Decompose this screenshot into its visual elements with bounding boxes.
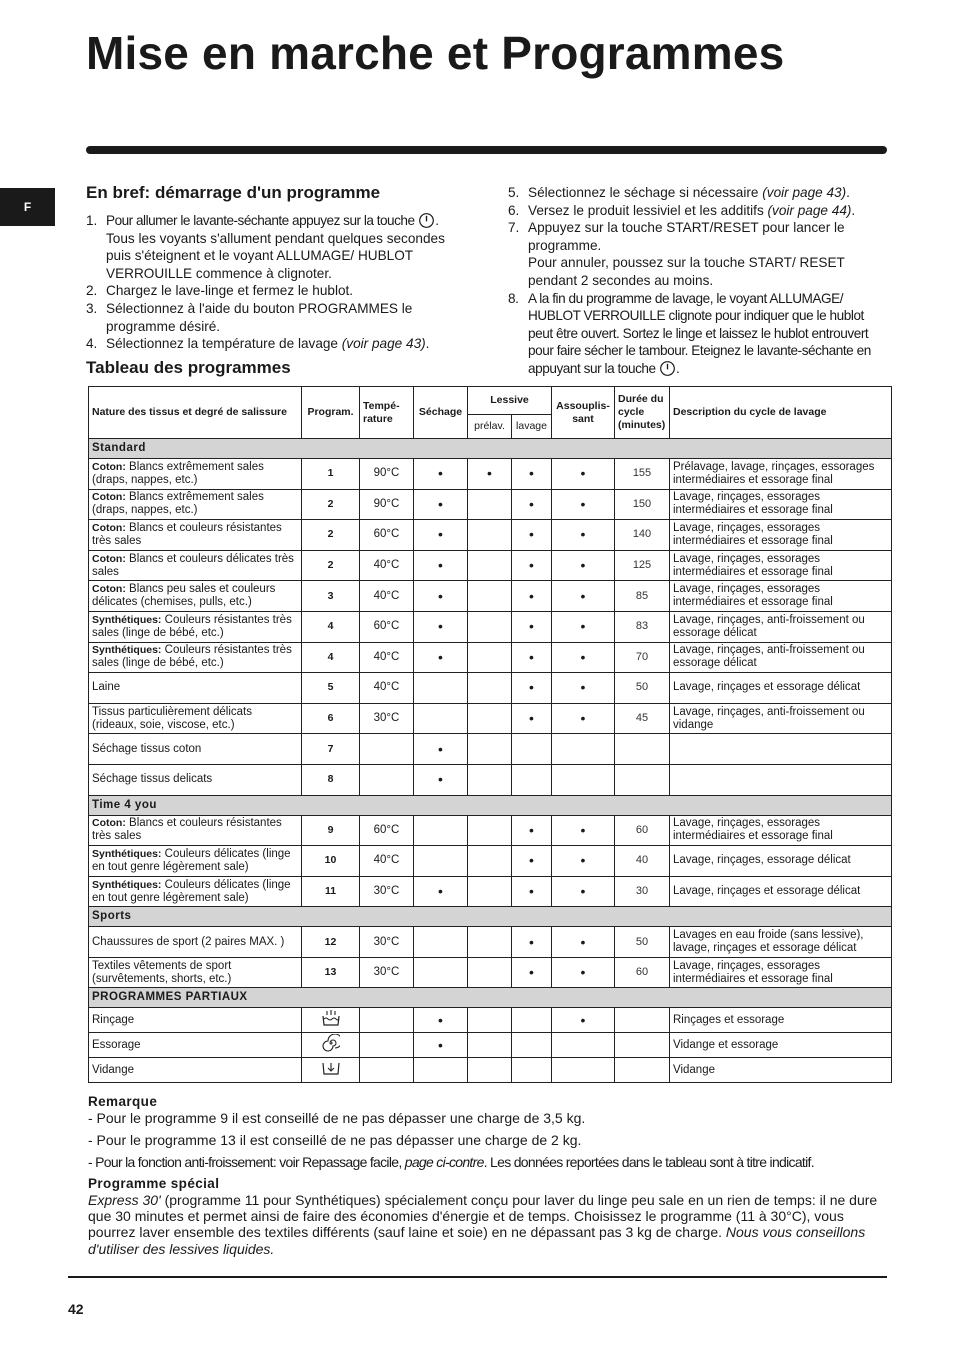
wash-cell xyxy=(512,1058,552,1083)
table-row xyxy=(89,703,892,734)
duration-cell: 45 xyxy=(615,703,670,734)
softener-cell xyxy=(552,764,615,795)
wash-cell: • xyxy=(512,459,552,490)
header-drying: Séchage xyxy=(414,387,468,439)
prewash-cell xyxy=(468,1033,512,1058)
description-cell: Rinçages et essorage xyxy=(670,1008,892,1033)
table-row xyxy=(89,876,892,907)
duration-cell xyxy=(615,1033,670,1058)
section-title: Time 4 you xyxy=(89,795,892,815)
power-icon xyxy=(418,212,435,229)
wash-cell: • xyxy=(512,581,552,612)
fabric-cell: Synthétiques: Couleurs résistantes très sales (linge de bébé, etc.) xyxy=(89,642,302,673)
description-cell: Lavage, rinçages, essorages intermédiaires et essorage final xyxy=(670,550,892,581)
description-cell: Lavage, rinçages, essorages intermédiaires et essorage final xyxy=(670,520,892,551)
duration-cell: 50 xyxy=(615,927,670,958)
program-cell: 2 xyxy=(302,520,360,551)
drying-cell xyxy=(414,673,468,704)
program-cell: 13 xyxy=(302,957,360,988)
table-row xyxy=(89,1058,892,1083)
wash-cell: • xyxy=(512,876,552,907)
prewash-cell: • xyxy=(468,459,512,490)
temperature-cell xyxy=(360,734,414,765)
duration-cell: 125 xyxy=(615,550,670,581)
temperature-cell: 30°C xyxy=(360,703,414,734)
steps-left xyxy=(86,212,466,353)
table-row xyxy=(89,520,892,551)
description-cell: Lavage, rinçages et essorage délicat xyxy=(670,876,892,907)
table-heading: Tableau des programmes xyxy=(86,358,291,377)
duration-cell: 83 xyxy=(615,611,670,642)
table-row xyxy=(89,673,892,704)
page-number: 42 xyxy=(68,1301,84,1317)
remark-line-2: - Pour le programme 13 il est conseillé de ne pas dépasser une charge de 2 kg. xyxy=(88,1132,582,1148)
drying-cell: • xyxy=(414,611,468,642)
prewash-cell xyxy=(468,1058,512,1083)
prewash-cell xyxy=(468,957,512,988)
duration-cell: 50 xyxy=(615,673,670,704)
temperature-cell: 40°C xyxy=(360,846,414,877)
prewash-cell xyxy=(468,703,512,734)
prewash-cell xyxy=(468,734,512,765)
fabric-cell: Séchage tissus coton xyxy=(89,734,302,765)
softener-cell: • xyxy=(552,550,615,581)
rinse-icon xyxy=(321,1009,341,1027)
description-cell: Vidange xyxy=(670,1058,892,1083)
duration-cell: 85 xyxy=(615,581,670,612)
remark-heading: Remarque xyxy=(88,1094,158,1109)
temperature-cell xyxy=(360,764,414,795)
temperature-cell: 40°C xyxy=(360,673,414,704)
program-cell: 2 xyxy=(302,550,360,581)
drying-cell: • xyxy=(414,1008,468,1033)
program-table xyxy=(88,386,892,1083)
table-row xyxy=(89,550,892,581)
fabric-cell: Coton: Blancs et couleurs résistantes très sales xyxy=(89,520,302,551)
spin-icon xyxy=(322,1034,340,1052)
fabric-cell: Rinçage xyxy=(89,1008,302,1033)
wash-cell xyxy=(512,764,552,795)
special-body: Express 30' (programme 11 pour Synthétiques) spécialement conçu pour laver du linge peu sale en un rien de temps: il ne dure que 30 minutes et permet ainsi de faire des économies d'énergie et de temps. Choisissez le programme (11 à 30°C), vous pourrez laver ensemble des textiles différents (sauf laine et soie) en ne dépassant pas 3 kg de charge. Nous vous conseillons d'utiliser des lessives liquides. xyxy=(88,1192,878,1257)
description-cell: Lavages en eau froide (sans lessive), lavage, rinçages et essorage délicat xyxy=(670,927,892,958)
wash-cell: • xyxy=(512,846,552,877)
temperature-cell: 30°C xyxy=(360,927,414,958)
wash-cell: • xyxy=(512,703,552,734)
softener-cell: • xyxy=(552,703,615,734)
fabric-cell: Coton: Blancs et couleurs résistantes très sales xyxy=(89,815,302,846)
wash-cell: • xyxy=(512,611,552,642)
table-row xyxy=(89,642,892,673)
fabric-cell: Essorage xyxy=(89,1033,302,1058)
softener-cell: • xyxy=(552,489,615,520)
duration-cell: 150 xyxy=(615,489,670,520)
program-cell: 9 xyxy=(302,815,360,846)
fabric-cell: Laine xyxy=(89,673,302,704)
duration-cell: 140 xyxy=(615,520,670,551)
program-cell: 6 xyxy=(302,703,360,734)
fabric-cell: Textiles vêtements de sport (survêtements, shorts, etc.) xyxy=(89,957,302,988)
drying-cell: • xyxy=(414,520,468,551)
prewash-cell xyxy=(468,927,512,958)
duration-cell: 155 xyxy=(615,459,670,490)
temperature-cell xyxy=(360,1033,414,1058)
program-cell: 8 xyxy=(302,764,360,795)
softener-cell xyxy=(552,734,615,765)
table-row xyxy=(89,489,892,520)
prewash-cell xyxy=(468,876,512,907)
duration-cell: 70 xyxy=(615,642,670,673)
table-row xyxy=(89,459,892,490)
program-cell xyxy=(302,1033,360,1058)
footer-rule xyxy=(68,1276,887,1278)
softener-cell: • xyxy=(552,611,615,642)
temperature-cell xyxy=(360,1058,414,1083)
fabric-cell: Coton: Blancs peu sales et couleurs délicates (chemises, pulls, etc.) xyxy=(89,581,302,612)
wash-cell xyxy=(512,1033,552,1058)
program-cell: 2 xyxy=(302,489,360,520)
duration-cell xyxy=(615,1058,670,1083)
drying-cell: • xyxy=(414,734,468,765)
fabric-cell: Synthétiques: Couleurs résistantes très sales (linge de bébé, etc.) xyxy=(89,611,302,642)
softener-cell xyxy=(552,1058,615,1083)
header-description: Description du cycle de lavage xyxy=(670,387,892,439)
wash-cell: • xyxy=(512,957,552,988)
section-title: Sports xyxy=(89,907,892,927)
description-cell: Vidange et essorage xyxy=(670,1033,892,1058)
temperature-cell: 40°C xyxy=(360,581,414,612)
fabric-cell: Chaussures de sport (2 paires MAX. ) xyxy=(89,927,302,958)
section-row xyxy=(89,439,892,459)
softener-cell: • xyxy=(552,815,615,846)
duration-cell: 60 xyxy=(615,957,670,988)
wash-cell: • xyxy=(512,673,552,704)
section-row xyxy=(89,795,892,815)
table-row xyxy=(89,957,892,988)
table-row xyxy=(89,1033,892,1058)
description-cell: Lavage, rinçages, anti-froissement ou vidange xyxy=(670,703,892,734)
drying-cell: • xyxy=(414,581,468,612)
fabric-cell: Coton: Blancs extrêmement sales (draps, nappes, etc.) xyxy=(89,489,302,520)
drying-cell: • xyxy=(414,550,468,581)
description-cell: Lavage, rinçages, essorages intermédiaires et essorage final xyxy=(670,489,892,520)
fabric-cell: Coton: Blancs et couleurs délicates très sales xyxy=(89,550,302,581)
program-cell: 12 xyxy=(302,927,360,958)
table-row xyxy=(89,815,892,846)
prewash-cell xyxy=(468,550,512,581)
program-cell xyxy=(302,1058,360,1083)
duration-cell xyxy=(615,1008,670,1033)
table-row xyxy=(89,764,892,795)
quick-start-heading: En bref: démarrage d'un programme xyxy=(86,183,381,202)
drying-cell: • xyxy=(414,764,468,795)
temperature-cell: 60°C xyxy=(360,611,414,642)
special-heading: Programme spécial xyxy=(88,1176,220,1191)
steps-right xyxy=(508,184,888,378)
temperature-cell: 40°C xyxy=(360,550,414,581)
description-cell: Lavage, rinçages, anti-froissement ou essorage délicat xyxy=(670,642,892,673)
softener-cell: • xyxy=(552,581,615,612)
description-cell: Lavage, rinçages, anti-froissement ou essorage délicat xyxy=(670,611,892,642)
step-1: 1. Pour allumer le lavante-séchante appuyez sur la touche . Tous les voyants s'allument pendant quelques secondes puis s'éteignent et le voyant ALLUMAGE/ HUBLOT VERROUILLE commence à clignoter. xyxy=(86,213,445,281)
wash-cell: • xyxy=(512,642,552,673)
fabric-cell: Tissus particulièrement délicats (rideaux, soie, viscose, etc.) xyxy=(89,703,302,734)
softener-cell xyxy=(552,1033,615,1058)
program-cell: 10 xyxy=(302,846,360,877)
duration-cell xyxy=(615,764,670,795)
drying-cell xyxy=(414,815,468,846)
drying-cell: • xyxy=(414,459,468,490)
drying-cell: • xyxy=(414,1033,468,1058)
prewash-cell xyxy=(468,489,512,520)
duration-cell xyxy=(615,734,670,765)
softener-cell: • xyxy=(552,673,615,704)
program-cell: 4 xyxy=(302,642,360,673)
section-title: PROGRAMMES PARTIAUX xyxy=(89,988,892,1008)
drying-cell xyxy=(414,957,468,988)
temperature-cell: 90°C xyxy=(360,489,414,520)
program-cell xyxy=(302,1008,360,1033)
temperature-cell: 30°C xyxy=(360,876,414,907)
duration-cell: 60 xyxy=(615,815,670,846)
table-row xyxy=(89,611,892,642)
header-softener: Assouplis- sant xyxy=(552,387,615,439)
table-row xyxy=(89,927,892,958)
table-row xyxy=(89,581,892,612)
description-cell: Lavage, rinçages et essorage délicat xyxy=(670,673,892,704)
temperature-cell: 60°C xyxy=(360,815,414,846)
header-detergent: Lessive xyxy=(468,387,552,415)
page-title: Mise en marche et Programmes xyxy=(86,27,785,79)
drying-cell: • xyxy=(414,489,468,520)
program-cell: 5 xyxy=(302,673,360,704)
softener-cell: • xyxy=(552,459,615,490)
section-row xyxy=(89,907,892,927)
language-tab: F xyxy=(0,188,55,226)
drying-cell xyxy=(414,927,468,958)
header-program: Program. xyxy=(302,387,360,439)
table-row xyxy=(89,846,892,877)
duration-cell: 40 xyxy=(615,846,670,877)
prewash-cell xyxy=(468,673,512,704)
header-temperature: Tempé- rature xyxy=(360,387,414,439)
title-rule xyxy=(86,146,887,154)
prewash-cell xyxy=(468,520,512,551)
description-cell: Lavage, rinçages, essorages intermédiaires et essorage final xyxy=(670,815,892,846)
description-cell: Prélavage, lavage, rinçages, essorages intermédiaires et essorage final xyxy=(670,459,892,490)
drying-cell xyxy=(414,846,468,877)
drying-cell xyxy=(414,703,468,734)
softener-cell: • xyxy=(552,927,615,958)
fabric-cell: Coton: Blancs extrêmement sales (draps, nappes, etc.) xyxy=(89,459,302,490)
wash-cell xyxy=(512,1008,552,1033)
remark-line-3: - Pour la fonction anti-froissement: voir Repassage facile, page ci-contre. Les données reportées dans le tableau sont à titre indicatif. xyxy=(88,1154,814,1170)
wash-cell: • xyxy=(512,489,552,520)
header-prewash: prélav. xyxy=(468,415,512,439)
fabric-cell: Synthétiques: Couleurs délicates (linge en tout genre légèrement sale) xyxy=(89,876,302,907)
remark-line-1: - Pour le programme 9 il est conseillé de ne pas dépasser une charge de 3,5 kg. xyxy=(88,1110,586,1126)
fabric-cell: Vidange xyxy=(89,1058,302,1083)
header-duration: Durée du cycle (minutes) xyxy=(615,387,670,439)
softener-cell: • xyxy=(552,520,615,551)
step-6: 6. Versez le produit lessiviel et les additifs (voir page 44). xyxy=(508,202,856,218)
drying-cell: • xyxy=(414,642,468,673)
step-2: 2. Chargez le lave-linge et fermez le hublot. xyxy=(86,283,354,299)
table-row xyxy=(89,1008,892,1033)
description-cell: Lavage, rinçages, essorages intermédiaires et essorage final xyxy=(670,581,892,612)
header-wash: lavage xyxy=(512,415,552,439)
description-cell xyxy=(670,764,892,795)
softener-cell: • xyxy=(552,1008,615,1033)
temperature-cell: 90°C xyxy=(360,459,414,490)
program-cell: 3 xyxy=(302,581,360,612)
step-8: 8. A la fin du programme de lavage, le voyant ALLUMAGE/ HUBLOT VERROUILLE clignote pour indiquer que le hublot peut être ouvert. Sortez le linge et laissez le hublot entrouvert pour faire sécher le tambour. Eteignez le lavante-séchante en appuyant sur la touche . xyxy=(508,290,871,376)
step-5: 5. Sélectionnez le séchage si nécessaire (voir page 43). xyxy=(508,185,850,200)
prewash-cell xyxy=(468,1008,512,1033)
softener-cell: • xyxy=(552,642,615,673)
description-cell xyxy=(670,734,892,765)
prewash-cell xyxy=(468,846,512,877)
temperature-cell: 30°C xyxy=(360,957,414,988)
prewash-cell xyxy=(468,815,512,846)
section-row xyxy=(89,988,892,1008)
section-title: Standard xyxy=(89,439,892,459)
softener-cell: • xyxy=(552,957,615,988)
duration-cell: 30 xyxy=(615,876,670,907)
temperature-cell: 40°C xyxy=(360,642,414,673)
softener-cell: • xyxy=(552,846,615,877)
step-3: 3. Sélectionnez à l'aide du bouton PROGRAMMES le programme désiré. xyxy=(86,300,413,334)
softener-cell: • xyxy=(552,876,615,907)
program-cell: 1 xyxy=(302,459,360,490)
header-nature: Nature des tissus et degré de salissure xyxy=(89,387,302,439)
description-cell: Lavage, rinçages, essorages intermédiaires et essorage final xyxy=(670,957,892,988)
drying-cell xyxy=(414,1058,468,1083)
step-7: 7. Appuyez sur la touche START/RESET pour lancer le programme. Pour annuler, poussez sur la touche START/ RESET pendant 2 secondes au moins. xyxy=(508,220,845,288)
program-cell: 7 xyxy=(302,734,360,765)
prewash-cell xyxy=(468,764,512,795)
program-cell: 11 xyxy=(302,876,360,907)
program-cell: 4 xyxy=(302,611,360,642)
wash-cell: • xyxy=(512,550,552,581)
fabric-cell: Synthétiques: Couleurs délicates (linge en tout genre légèrement sale) xyxy=(89,846,302,877)
fabric-cell: Séchage tissus delicats xyxy=(89,764,302,795)
description-cell: Lavage, rinçages, essorage délicat xyxy=(670,846,892,877)
wash-cell: • xyxy=(512,520,552,551)
wash-cell xyxy=(512,734,552,765)
prewash-cell xyxy=(468,581,512,612)
wash-cell: • xyxy=(512,927,552,958)
temperature-cell: 60°C xyxy=(360,520,414,551)
drying-cell: • xyxy=(414,876,468,907)
prewash-cell xyxy=(468,642,512,673)
temperature-cell xyxy=(360,1008,414,1033)
wash-cell: • xyxy=(512,815,552,846)
drain-icon xyxy=(321,1059,341,1077)
prewash-cell xyxy=(468,611,512,642)
step-4: 4. Sélectionnez la température de lavage (voir page 43). xyxy=(86,336,430,352)
power-icon xyxy=(659,360,676,377)
table-row xyxy=(89,734,892,765)
